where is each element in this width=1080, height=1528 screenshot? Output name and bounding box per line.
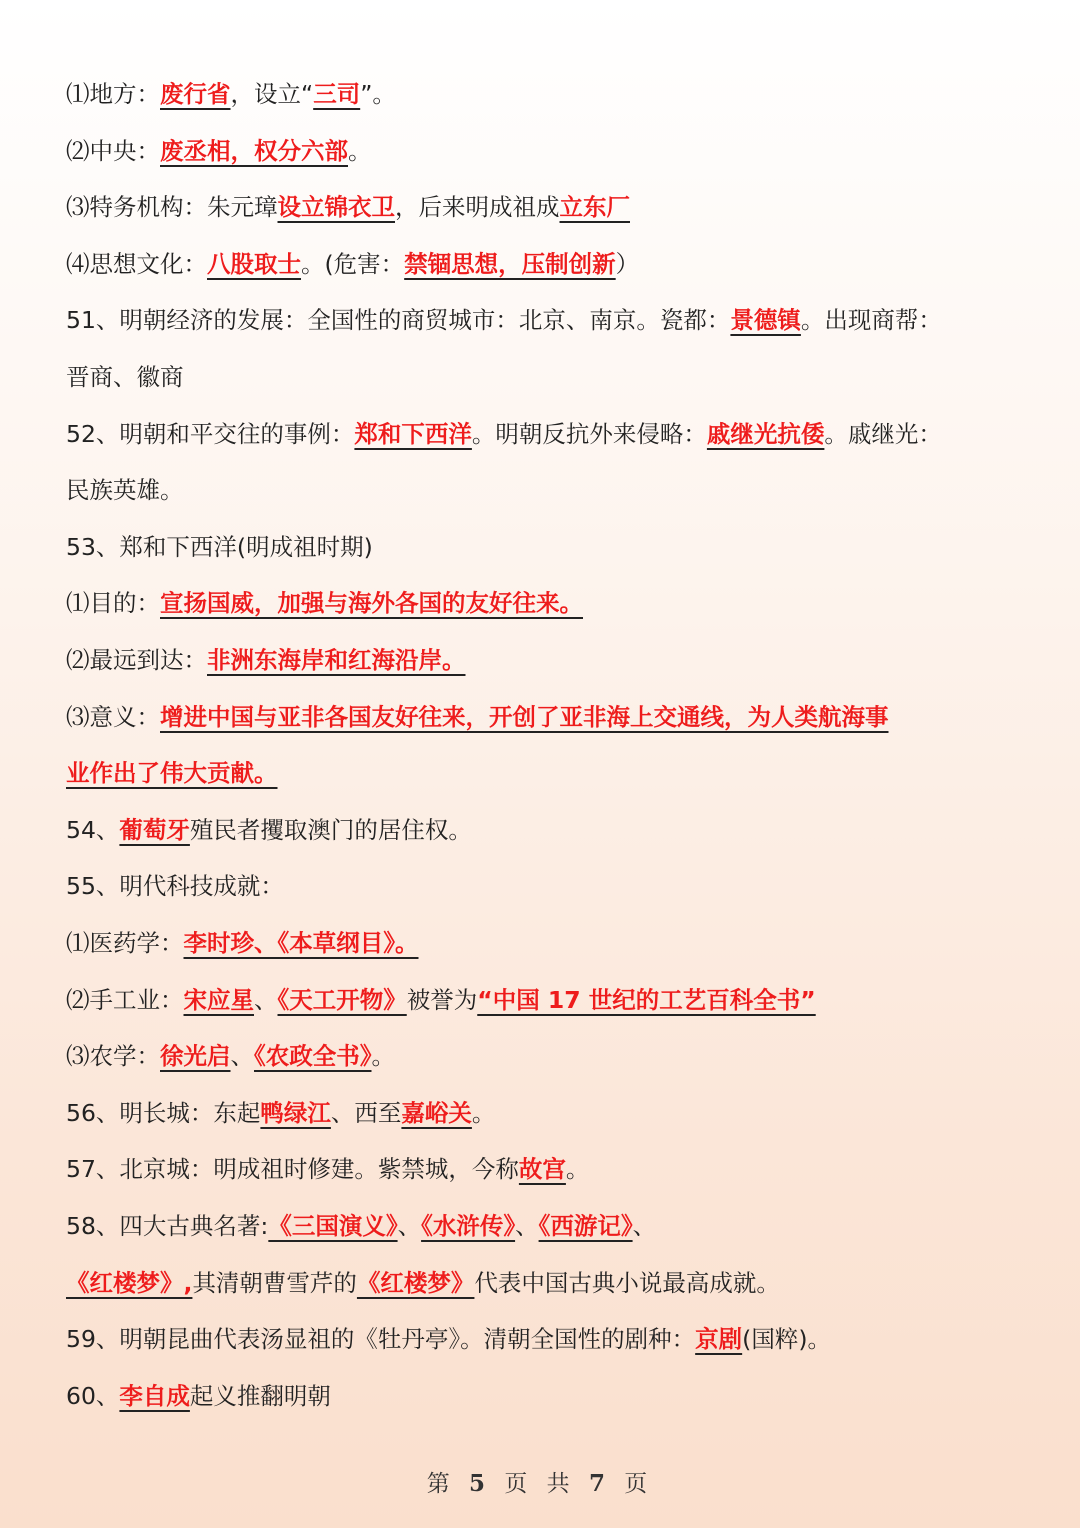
key-answer: 《红楼梦》 [356, 1268, 475, 1297]
key-answer: 宋应星 [183, 985, 254, 1014]
text-line [66, 753, 1030, 793]
key-answer: 八股取士 [207, 249, 301, 278]
text-line [66, 187, 1030, 227]
footer-suffix: 页 [624, 1471, 654, 1497]
text-segment: 。(危害： [301, 249, 405, 278]
key-answer: 增进中国与亚非各国友好往来，开创了亚非海上交通线，为人类航海事 [160, 702, 889, 731]
text-segment: 被誉为 [406, 985, 478, 1014]
text-line [66, 470, 1030, 510]
text-segment: 、 [515, 1212, 539, 1240]
text-segment: 、 [230, 1042, 254, 1071]
text-line [66, 414, 1030, 454]
text-segment: 、 [254, 985, 278, 1014]
text-segment: 51、明朝经济的发展：全国性的商贸城市：北京、南京。瓷都： [66, 306, 731, 335]
text-segment: 。 [565, 1155, 590, 1184]
text-segment: 。戚继光： [824, 419, 942, 448]
text-segment: 、西至 [330, 1098, 402, 1127]
key-answer: 葡萄牙 [119, 815, 190, 844]
text-segment: 54、 [66, 815, 120, 844]
text-segment: 59、明朝昆曲代表汤显祖的《牡丹亭》。清朝全国性的剧种： [66, 1325, 696, 1354]
text-segment: ⑴地方： [66, 80, 160, 108]
text-line [66, 74, 1030, 114]
text-segment: ⑶农学： [66, 1042, 160, 1071]
footer-middle: 页 共 [504, 1471, 576, 1497]
footer-prefix: 第 [426, 1471, 456, 1497]
key-answer: 立东厂 [559, 193, 630, 222]
text-segment: (国粹)。 [742, 1325, 831, 1354]
key-answer: 景德镇 [730, 306, 801, 335]
key-answer: 嘉峪关 [401, 1098, 472, 1127]
text-line [66, 1149, 1030, 1189]
key-answer: “中国 17 世纪的工艺百科全书” [477, 985, 816, 1014]
text-line [66, 1319, 1030, 1359]
text-segment: ） [615, 249, 640, 278]
text-segment: 民族英雄。 [66, 476, 184, 505]
text-segment: 53、郑和下西洋(明成祖时期) [66, 532, 373, 561]
key-answer: 三司 [313, 80, 361, 108]
text-segment: 代表中国古典小说最高成就。 [474, 1268, 780, 1297]
text-segment: 起义推翻明朝 [189, 1381, 331, 1410]
key-answer: 《三国演义》 [268, 1212, 398, 1240]
text-line [66, 810, 1030, 850]
text-line [66, 1036, 1030, 1076]
text-segment: ⑵中央： [66, 136, 160, 165]
text-line [66, 1093, 1030, 1133]
key-answer: 《农政全书》 [254, 1042, 372, 1071]
text-line [66, 1263, 1030, 1303]
key-answer: 李时珍、《本草纲目》。 [183, 929, 419, 957]
text-line [66, 357, 1030, 397]
text-segment: ⑷思想文化： [66, 249, 207, 278]
key-answer: 宣扬国威，加强与海外各国的友好往来。 [160, 589, 583, 618]
text-line [66, 923, 1030, 963]
text-line [66, 1376, 1030, 1416]
text-segment: 。 [348, 136, 372, 165]
text-segment: 58、四大古典名著: [66, 1212, 269, 1240]
text-segment: ，后来明成祖成 [395, 193, 560, 222]
text-segment: 。出现商帮： [800, 306, 942, 335]
text-segment: ”。 [360, 80, 396, 108]
text-segment: 。 [371, 1042, 395, 1071]
text-line [66, 244, 1030, 284]
key-answer: 废行省 [160, 80, 231, 108]
key-answer: 业作出了伟大贡献。 [66, 759, 278, 788]
text-segment: ⑶意义： [66, 702, 160, 731]
total-page-number: 7 [588, 1470, 611, 1497]
text-segment: ⑵手工业： [66, 985, 184, 1014]
key-answer: 鸭绿江 [260, 1098, 331, 1127]
key-answer: 徐光启 [160, 1042, 231, 1071]
text-line [66, 980, 1030, 1020]
key-answer: 《天工开物》 [277, 985, 407, 1014]
text-segment: 56、明长城：东起 [66, 1098, 261, 1127]
text-segment: 、 [632, 1212, 657, 1240]
text-segment: 55、明代科技成就： [66, 872, 284, 901]
text-line [66, 583, 1030, 623]
key-answer: 废丞相，权分六部 [160, 136, 348, 165]
key-answer: 设立锦衣卫 [277, 193, 395, 222]
text-line [66, 697, 1030, 737]
key-answer: 《水浒传》 [421, 1212, 516, 1240]
key-answer: 非洲东海岸和红海沿岸。 [207, 646, 466, 674]
text-segment: 其清朝曹雪芹的 [192, 1268, 357, 1297]
text-line [66, 640, 1030, 680]
text-line [66, 527, 1030, 567]
current-page-number: 5 [469, 1470, 492, 1497]
text-segment: 60、 [66, 1381, 120, 1410]
text-segment: ⑶特务机构：朱元璋 [66, 193, 278, 222]
key-answer: 禁锢思想，压制创新 [404, 249, 616, 278]
text-segment: 。 [471, 1098, 496, 1127]
text-line [66, 131, 1030, 171]
text-segment: ⑴医药学： [66, 929, 184, 957]
page-footer [0, 1464, 1080, 1504]
key-answer: 京剧 [695, 1325, 743, 1354]
key-answer: 戚继光抗倭 [706, 419, 825, 448]
text-segment: ⑴目的： [66, 589, 160, 618]
text-segment: 57、北京城：明成祖时修建。紫禁城，今称 [66, 1155, 519, 1184]
key-answer: 《西游记》 [538, 1212, 633, 1240]
key-answer: 故宫 [518, 1155, 566, 1184]
text-segment: ，设立“ [230, 80, 314, 108]
text-line [66, 866, 1030, 906]
text-segment: 晋商、徽商 [66, 363, 184, 391]
text-line [66, 300, 1030, 340]
key-answer: 李自成 [119, 1381, 190, 1410]
text-segment: ⑵最远到达： [66, 646, 207, 674]
text-segment: 52、明朝和平交往的事例： [66, 419, 355, 448]
key-answer: 《红楼梦》, [66, 1268, 193, 1297]
key-answer: 郑和下西洋 [354, 419, 472, 448]
text-segment: 殖民者攫取澳门的居住权。 [189, 815, 472, 844]
text-segment: 、 [397, 1212, 422, 1240]
text-segment: 。明朝反抗外来侵略： [471, 419, 707, 448]
text-line [66, 1206, 1030, 1246]
